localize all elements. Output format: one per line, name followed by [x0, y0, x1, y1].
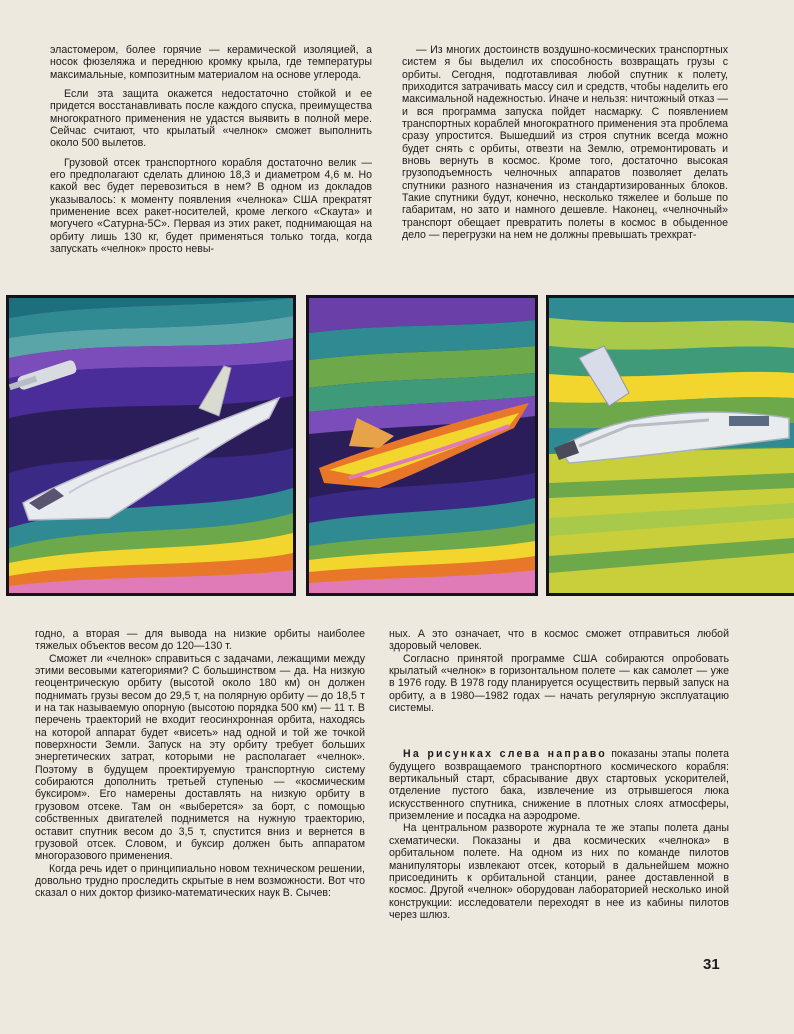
illustration-panel-orbit-satellite [6, 295, 296, 596]
paragraph: Если эта защита окажется недостаточно стойкой и ее придется восстанавливать после каждого спуска, преимущества многократного применения не удастся выявить в полной мере. Сейчас считают, что крылатый «челнок» сможет выполнить около 500 вылетов. [50, 88, 372, 150]
paragraph: — Из многих достоинств воздушно-космических транспортных систем я бы выделил их способность возвращать грузы с орбиты. Сегодня, подготавливая любой спутник к полету, приходится затрачивать массу сил и средств, чтобы наделить его максимальной надежностью. Иначе и нельзя: ничтожный отказ — и вся программа запуска пойдет насмарку. С появлением транспортных кораблей многократного применения эта проблема сразу упростится. Вышедший из строя спутник всегда можно будет снять с орбиты, отвезти на Землю, отремонтировать и вновь вернуть в космос. Кроме того, достаточно высокая грузоподъемность челночных аппаратов позволяет делать спутники разного назначения из стандартизированных блоков. Такие спутники будут, конечно, несколько тяжелее и больше по габаритам, но зато и намного дешевле. Наконец, «челночный» транспорт обещает превратить полеты в космос в обыденное дело — перегрузки на нем не должны превышать трехкрат- [402, 44, 728, 242]
figure-caption [389, 748, 729, 822]
paragraph: эластомером, более горячие — керамической изоляцией, а носок фюзеляжа и переднюю кромку крыла, где температуры максимальные, композитным материалом на основе углерода. [50, 44, 372, 81]
illustration-panel-landing [546, 295, 794, 596]
column-bottom-left [35, 628, 365, 900]
figure-caption-continued: На центральном развороте журнала те же этапы полета даны схематически. Показаны и два космических «челнока» в орбитальном полете. На одном из них по команде пилотов манипуляторы извлекают отсек, который в дальнейшем можно присоединить к орбитальной станции, ранее доставленной в космос. Другой «челнок» оборудован лабораторией несколько иной конструкции: исследователи переходят в нее из кабины пилотов через шлюз. [389, 822, 729, 921]
paragraph: Согласно принятой программе США собираются опробовать крылатый «челнок» в горизонтальном полете — как самолет — уже в 1976 году. В 1978 году планируется осуществить первый запуск на орбиту, а в 1980—1982 годах — начать регулярную эксплуатацию системы. [389, 652, 729, 715]
illustration-panel-reentry [306, 295, 538, 596]
caption-lead: На рисунках слева направо [403, 748, 607, 761]
paragraph: Грузовой отсек транспортного корабля достаточно велик — его предполагают сделать длиною 18,3 и диаметром 4,6 м. Но какой вес будет перевозиться в нем? В одном из докладов указывалось: к моменту появления «челнока» США прекратят применение всех ракет-носителей, кроме легкого «Скаута» и могучего «Сатурна-5С». Первая из этих ракет, поднимающая на орбиту лишь 130 кг, будет применяться только тогда, когда запускать «челнок» просто невы- [50, 156, 372, 256]
column-bottom-right [389, 628, 729, 921]
illustration-shuttle-orbit [9, 298, 293, 593]
paragraph: ных. А это означает, что в космос сможет отправиться любой здоровый человек. [389, 628, 729, 653]
paragraph: годно, а вторая — для вывода на низкие орбиты наиболее тяжелых объектов весом до 120—130 т. [35, 628, 365, 653]
column-top-left [50, 44, 372, 256]
column-top-right [402, 44, 728, 242]
paragraph: Когда речь идет о принципиально новом техническом решении, довольно трудно проследить скрытые в нем возможности. Вот что сказал о них доктор физико-математических наук В. Сычев: [35, 862, 365, 900]
caption-text: показаны этапы полета будущего возвращаемого транспортного космического корабля: вертикальный старт, сбрасывание двух стартовых ускорителей, отделение пустого бака, извлечение из отрывшегося люка искусственного спутника, снижение в плотных слоях атмосферы, приземление и посадка на аэродроме. [389, 748, 729, 823]
paragraph: Сможет ли «челнок» справиться с задачами, лежащими между этими весовыми категориями? С большинством — да. На низкую геоцентрическую орбиту (высотой около 180 км) он должен поднимать грузы весом до 29,5 т, на полярную орбиту — до 18,5 т и на так называемую опорную (высотою порядка 500 км) — 11 т. В перечень траекторий не входит геосинхронная орбита, находясь на которой аппарат будет «висеть» над одной и той же точкой поверхности Земли. Запуск на эту орбиту требует больших энергетических затрат, которыми не располагает «челнок». Поэтому в будущем проектируемую транспортную систему собираются дополнить третьей ступенью — «космическим буксиром». Его намерены доставлять на низкую орбиту в грузовом отсеке. Там он «выберется» за борт, с помощью собственных двигателей поднимется на нужную траекторию, оставит спутник весом до 3,5 т, спустится вниз и вернется в грузовой отсек. Словом, и буксир должен быть аппаратом многоразового применения. [35, 652, 365, 863]
page-number: 31 [703, 956, 720, 973]
illustration-shuttle-landing [549, 298, 794, 593]
illustration-shuttle-reentry [309, 298, 535, 593]
